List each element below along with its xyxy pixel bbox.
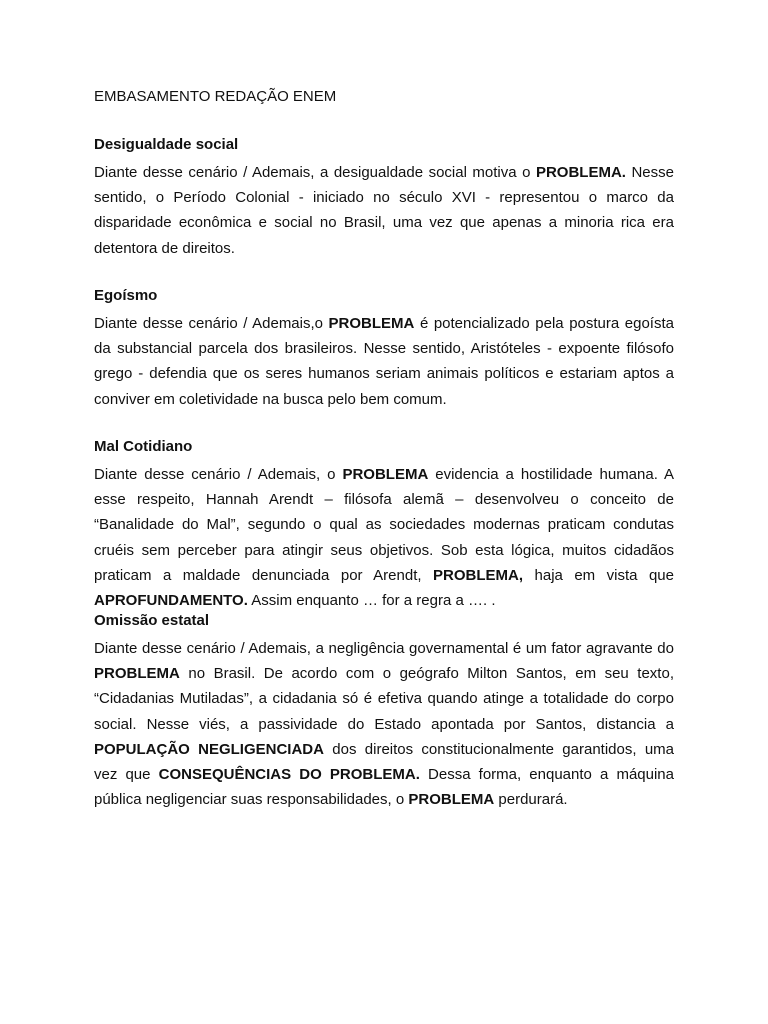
body-text: Diante desse cenário / Ademais,o bbox=[94, 315, 329, 332]
section-body bbox=[94, 462, 674, 613]
section-omissao-estatal bbox=[94, 611, 674, 812]
emphasis-text: PROBLEMA bbox=[342, 466, 429, 483]
section-desigualdade-social bbox=[94, 135, 674, 261]
section-egoismo bbox=[94, 286, 674, 412]
emphasis-text: CONSEQUÊNCIAS DO PROBLEMA. bbox=[158, 766, 420, 784]
body-text: é potencializado pela postura egoísta da substancial parcela dos brasileiros. Nesse sentido, Aristóteles - expoente filósofo grego - defendia que os seres humanos seriam animais políticos e estariam aptos a conviver em coletividade na busca pelo bem comum. bbox=[94, 315, 674, 408]
emphasis-text: PROBLEMA bbox=[328, 315, 415, 332]
section-body bbox=[94, 311, 674, 412]
section-mal-cotidiano bbox=[94, 437, 674, 613]
emphasis-text: APROFUNDAMENTO. bbox=[94, 592, 248, 610]
body-text: Diante desse cenário / Ademais, a negligência governamental é um fator agravante do bbox=[94, 640, 674, 657]
body-text: Dessa forma, enquanto a máquina pública negligenciar suas responsabilidades, o bbox=[94, 766, 674, 809]
body-text: haja em vista que bbox=[523, 566, 674, 584]
body-text: no Brasil. De acordo com o geógrafo Milton Santos, em seu texto, “Cidadanias Mutiladas”, a cidadania só é efetiva quando atinge a totalidade do corpo social. Nesse viés, a passividade do Estado apontada por Santos, distancia a bbox=[94, 665, 674, 733]
body-text: Nesse sentido, o Período Colonial - iniciado no século XVI - representou o marco da disparidade econômica e social no Brasil, uma vez que apenas a minoria rica era detentora de direitos. bbox=[94, 164, 674, 257]
emphasis-text: PROBLEMA bbox=[408, 791, 495, 809]
section-heading: Mal Cotidiano bbox=[94, 438, 193, 455]
section-heading: Desigualdade social bbox=[94, 136, 239, 153]
body-text: perdurará. bbox=[494, 791, 568, 809]
section-body bbox=[94, 160, 674, 261]
body-text: evidencia a hostilidade humana. A esse respeito, Hannah Arendt – filósofa alemã – desenvolveu o conceito de “Banalidade do Mal”, segundo o qual as sociedades modernas praticam condutas cruéis sem perceber para atingir seus objetivos. Sob esta lógica, muitos cidadãos praticam a maldade denunciada por Arendt, bbox=[94, 466, 675, 584]
emphasis-text: POPULAÇÃO NEGLIGENCIADA bbox=[94, 740, 324, 758]
document-title: EMBASAMENTO REDAÇÃO ENEM bbox=[94, 88, 337, 105]
body-text: Diante desse cenário / Ademais, a desigualdade social motiva o bbox=[94, 164, 536, 181]
emphasis-text: PROBLEMA. bbox=[535, 164, 626, 181]
body-text: Assim enquanto … for a regra a …. . bbox=[247, 592, 496, 610]
body-text: Diante desse cenário / Ademais, o bbox=[94, 466, 343, 483]
emphasis-text: PROBLEMA bbox=[94, 665, 180, 683]
section-body bbox=[94, 636, 674, 812]
emphasis-text: PROBLEMA, bbox=[433, 566, 524, 584]
section-heading: Egoísmo bbox=[94, 287, 158, 304]
section-heading: Omissão estatal bbox=[94, 612, 210, 629]
body-text: dos direitos constitucionalmente garantidos, uma vez que bbox=[94, 740, 674, 784]
